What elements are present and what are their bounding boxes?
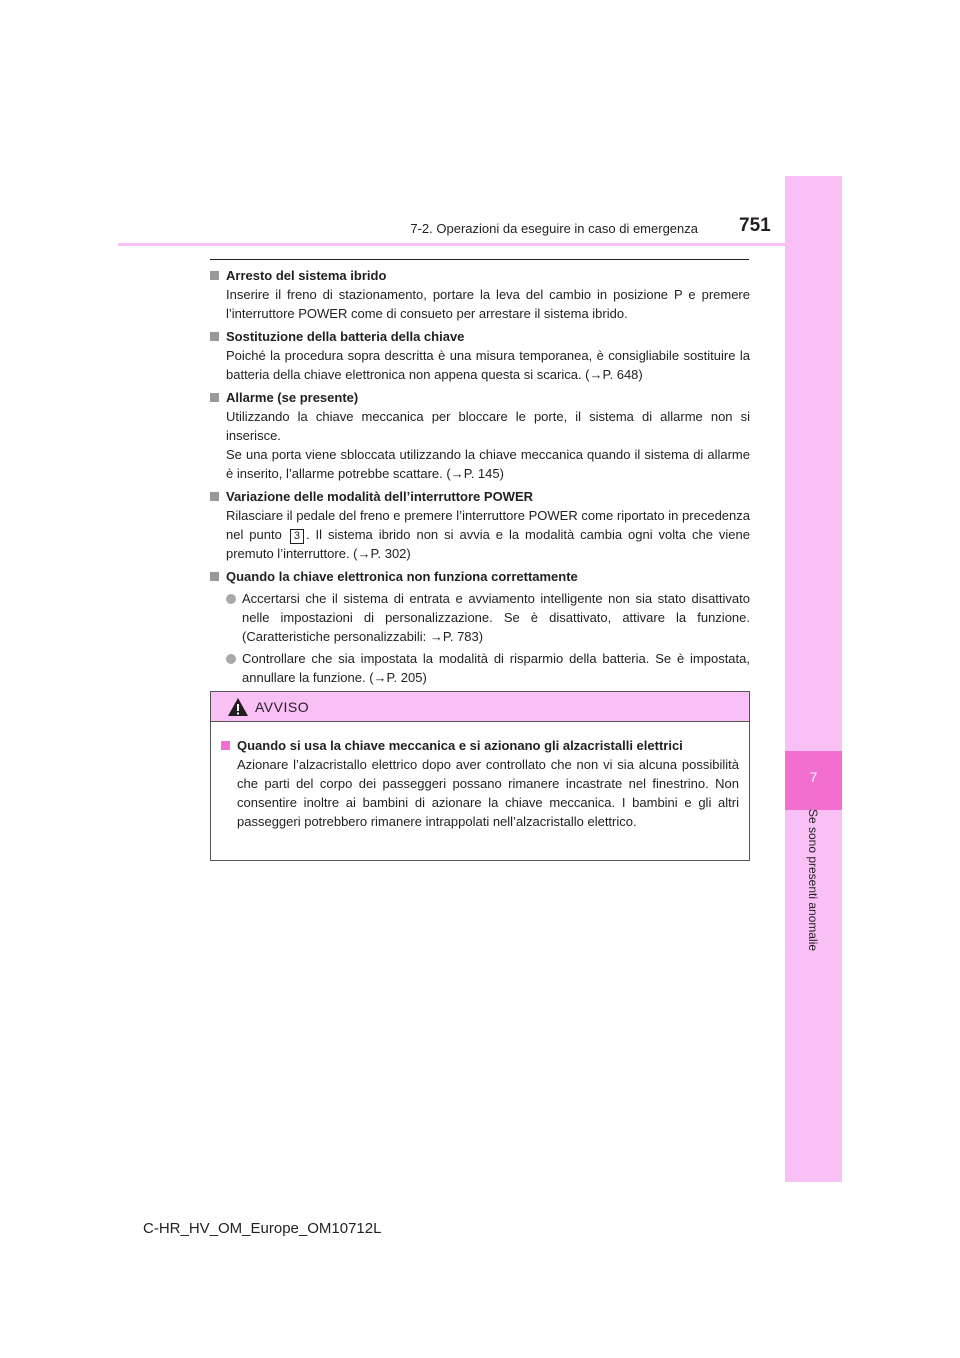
header-divider — [118, 243, 842, 246]
main-content — [210, 266, 750, 691]
section-title: 7-2. Operazioni da eseguire in caso di emergenza — [410, 221, 698, 236]
square-bullet-icon — [210, 393, 219, 402]
content-rule — [210, 259, 749, 260]
item-key-battery — [210, 327, 750, 384]
warning-triangle-icon — [227, 697, 249, 717]
item-title: Allarme (se presente) — [226, 390, 359, 405]
item-title: Variazione delle modalità dell’interruttore POWER — [226, 489, 534, 504]
square-bullet-icon — [210, 492, 219, 501]
round-bullet-icon — [226, 594, 236, 604]
item-body: Utilizzando la chiave meccanica per bloccare le porte, il sistema di allarme non si inserisce. — [226, 409, 750, 443]
item-title: Quando la chiave elettronica non funziona correttamente — [226, 569, 578, 584]
item-key-malfunction — [210, 567, 750, 687]
round-bullet-icon — [226, 654, 236, 664]
item-body: Poiché la procedura sopra descritta è una misura temporanea, è consigliabile sostituire la batteria della chiave elettronica non appena questa si scarica. (→P. 648) — [226, 348, 750, 382]
chapter-title: Se sono presenti anomalie — [806, 808, 820, 952]
chapter-number: 7 — [809, 769, 818, 785]
item-title: Sostituzione della batteria della chiave — [226, 329, 465, 344]
item-title: Arresto del sistema ibrido — [226, 268, 387, 283]
item-body: Rilasciare il pedale del freno e premere l’interruttore POWER come riportato in precedenza nel punto 3 . Il sistema ibrido non si avvia e la modalità cambia ogni volta che viene premuto l’interruttore. (→P. 302) — [226, 508, 750, 561]
list-item: Controllare che sia impostata la modalità di risparmio della batteria. Se è impostata, annullare la funzione. (→P. 205) — [210, 649, 750, 687]
chapter-side-tab — [785, 176, 842, 1182]
list-item: Accertarsi che il sistema di entrata e avviamento intelligente non sia stato disattivato nelle impostazioni di personalizzazione. Se è disattivato, attivare la funzione. (Caratteristiche personalizzabili: →P. 783) — [210, 589, 750, 646]
square-bullet-icon — [210, 572, 219, 581]
item-hybrid-stop — [210, 266, 750, 323]
warning-text: Azionare l’alzacristallo elettrico dopo aver controllato che non vi sia alcuna possibilità che parti del corpo dei passeggeri possano rimanere incastrate nel finestrino. Non consentire inoltre ai bambini di azionare la chiave meccanica. I bambini e gli altri passeggeri potrebbero rimanere intrappolati nell’alzacristallo elettrico. — [237, 757, 739, 829]
warning-label: AVVISO — [255, 698, 310, 715]
item-body: Inserire il freno di stazionamento, portare la leva del cambio in posizione P e premere l’interruttore POWER come di consueto per arrestare il sistema ibrido. — [226, 287, 750, 321]
item-alarm — [210, 388, 750, 483]
item-body: Se una porta viene sbloccata utilizzando la chiave meccanica quando il sistema di allarme è inserito, l’allarme potrebbe scattare. (→P. 145) — [226, 447, 750, 481]
item-power-modes — [210, 487, 750, 563]
square-bullet-icon — [221, 741, 230, 750]
warning-header — [211, 692, 749, 722]
chapter-number-tab — [785, 751, 842, 810]
page-number: 751 — [739, 215, 771, 236]
step-number-box: 3 — [290, 529, 304, 544]
square-bullet-icon — [210, 271, 219, 280]
warning-title: Quando si usa la chiave meccanica e si azionano gli alzacristalli elettrici — [237, 738, 683, 753]
square-bullet-icon — [210, 332, 219, 341]
document-code: C-HR_HV_OM_Europe_OM10712L — [143, 1220, 382, 1237]
warning-box — [210, 691, 750, 861]
